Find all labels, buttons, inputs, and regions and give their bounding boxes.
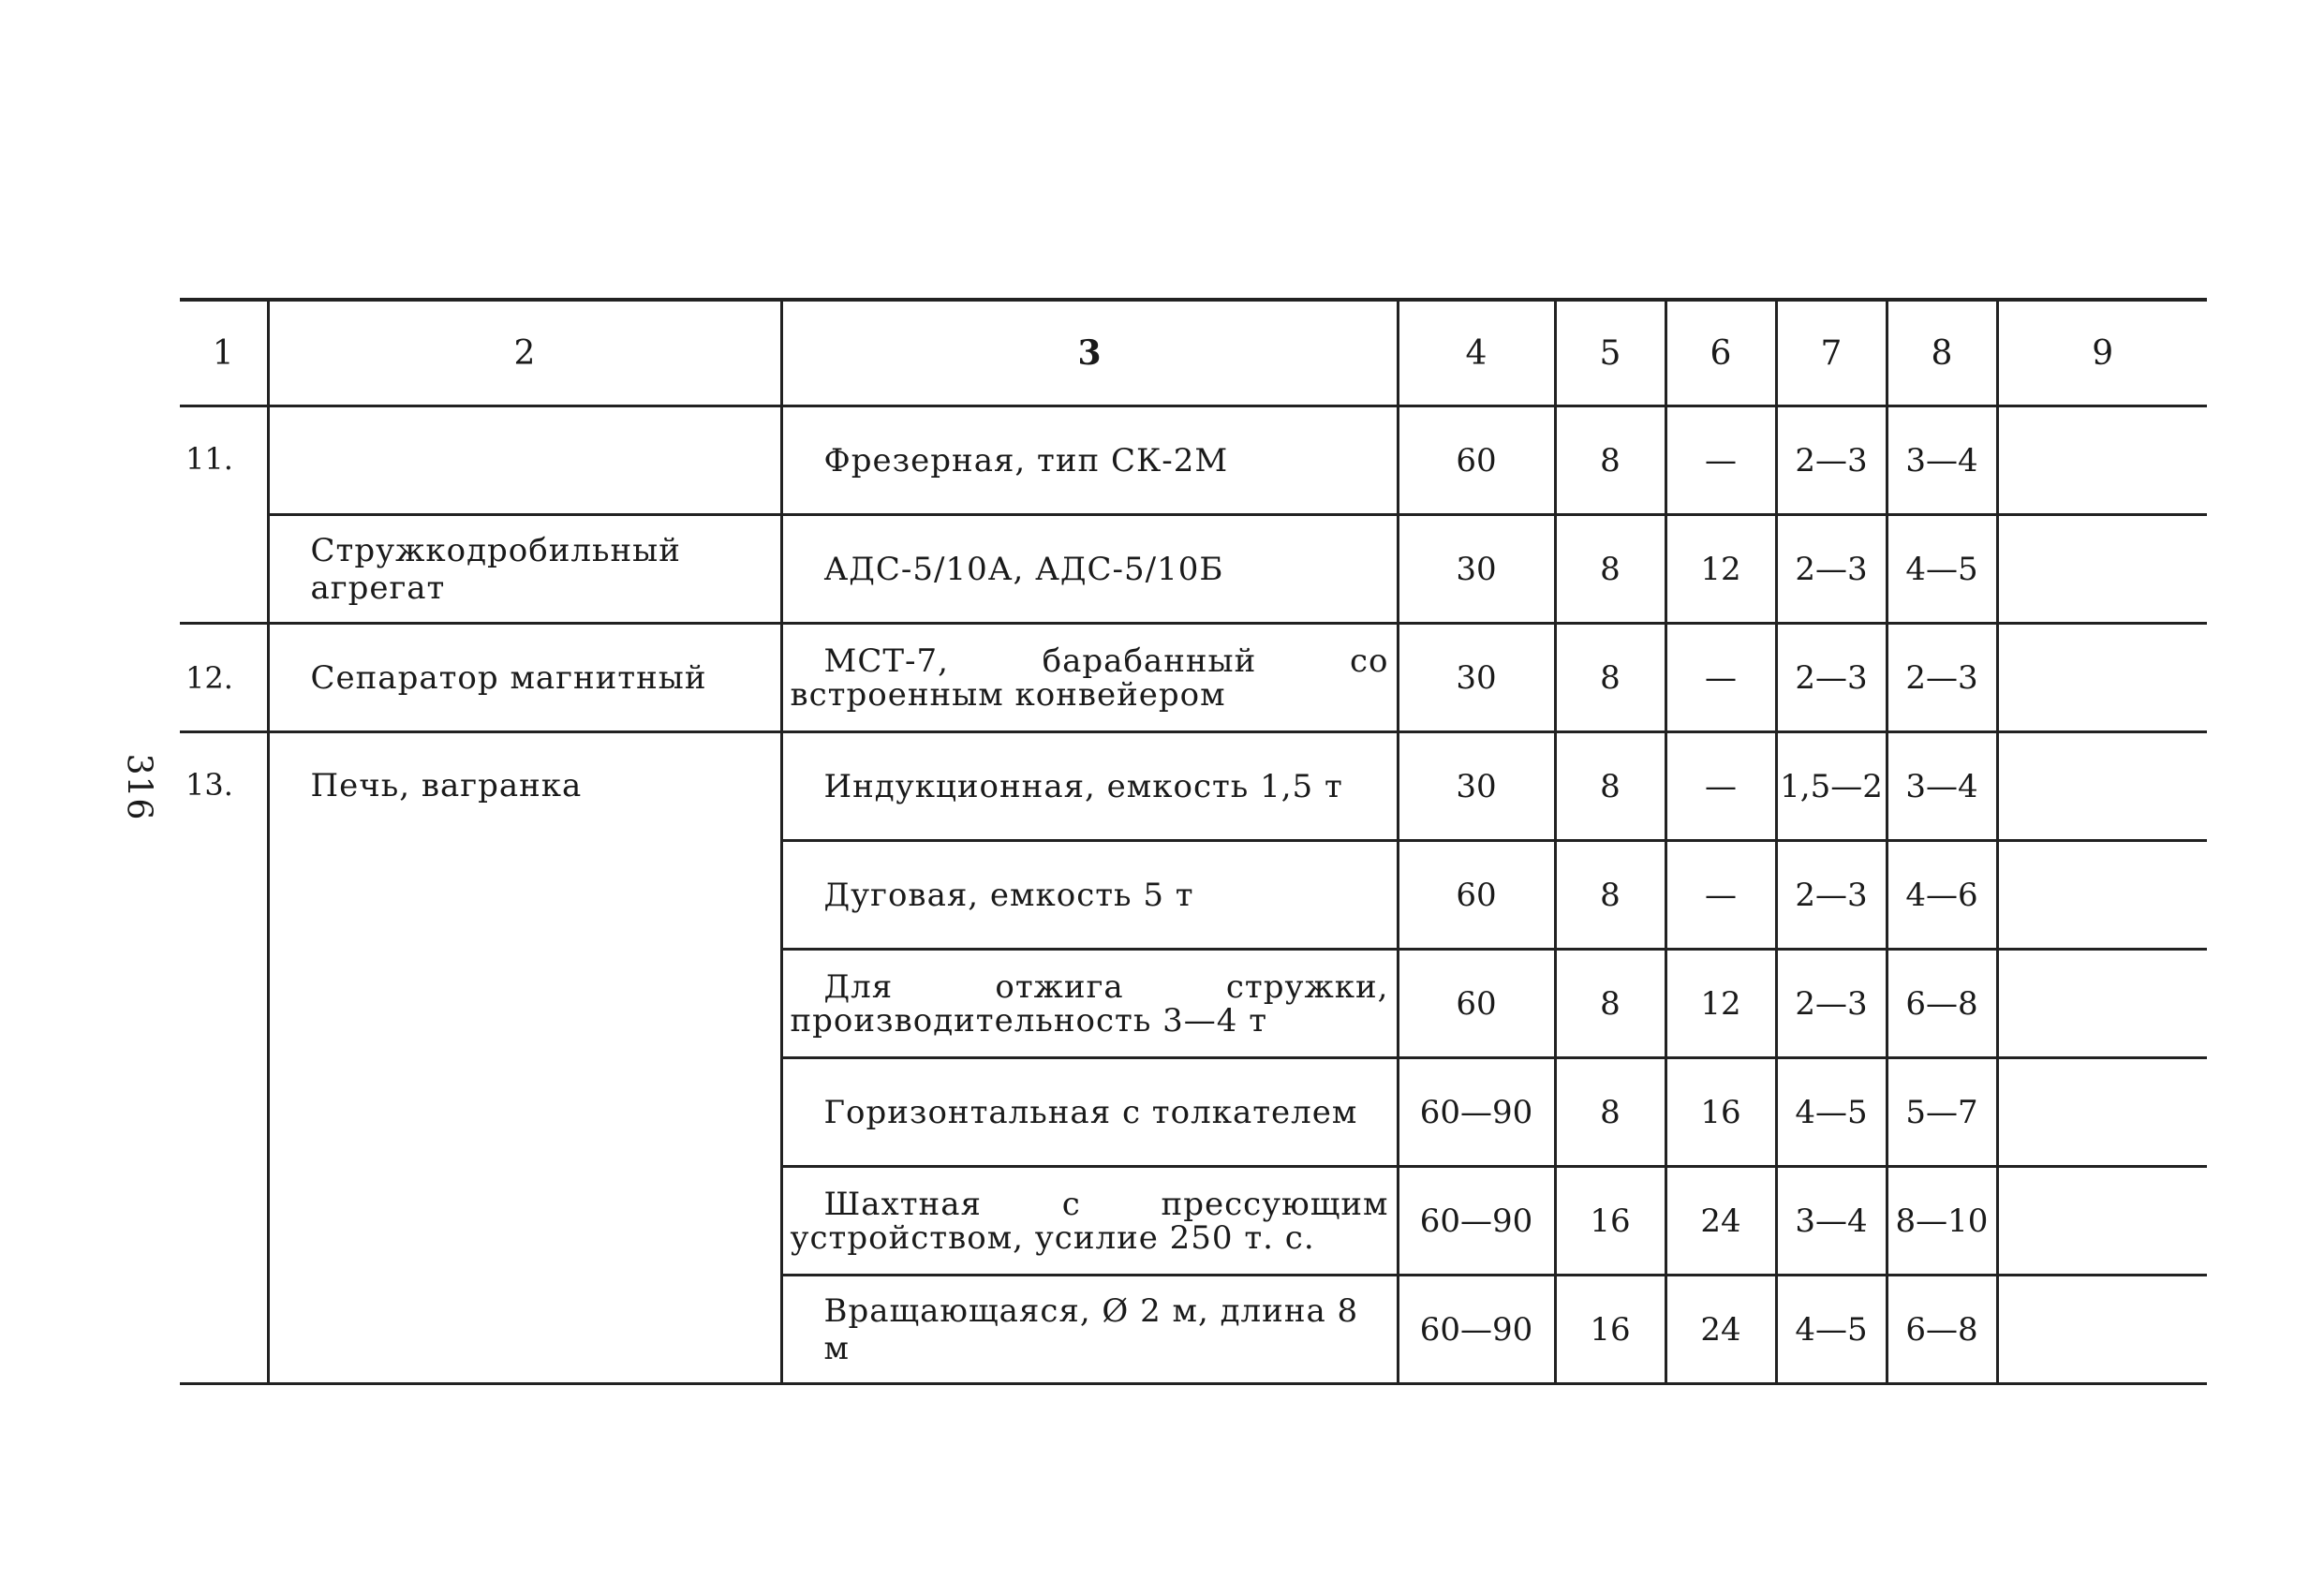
cell-col5: 8 bbox=[1555, 624, 1665, 732]
cell-col5: 16 bbox=[1555, 1167, 1665, 1276]
cell-col5: 8 bbox=[1555, 841, 1665, 950]
equipment-type: МСТ-7, барабанный со встроенным конвейером bbox=[781, 624, 1398, 732]
cell-col8: 5—7 bbox=[1887, 1058, 1997, 1167]
cell-col5: 8 bbox=[1555, 515, 1665, 624]
cell-col7: 4—5 bbox=[1776, 1276, 1887, 1384]
column-header-6: 6 bbox=[1665, 300, 1776, 406]
cell-col5: 8 bbox=[1555, 732, 1665, 841]
column-header-2: 2 bbox=[268, 300, 781, 406]
cell-col6: 16 bbox=[1665, 1058, 1776, 1167]
cell-col8: 6—8 bbox=[1887, 1276, 1997, 1384]
column-header-8: 8 bbox=[1887, 300, 1997, 406]
equipment-name: Стружкодробильный агрегат bbox=[268, 515, 781, 624]
equipment-type: Горизонтальная с толкателем bbox=[781, 1058, 1398, 1167]
cell-col7: 2—3 bbox=[1776, 624, 1887, 732]
cell-col9 bbox=[1997, 732, 2207, 841]
cell-col4: 30 bbox=[1398, 515, 1555, 624]
cell-col8: 4—6 bbox=[1887, 841, 1997, 950]
table-row bbox=[180, 624, 2207, 732]
cell-col5: 16 bbox=[1555, 1276, 1665, 1384]
cell-col6: — bbox=[1665, 841, 1776, 950]
cell-col7: 2—3 bbox=[1776, 841, 1887, 950]
cell-col8: 8—10 bbox=[1887, 1167, 1997, 1276]
column-header-4: 4 bbox=[1398, 300, 1555, 406]
cell-col4: 30 bbox=[1398, 732, 1555, 841]
equipment-type: Индукционная, емкость 1,5 т bbox=[781, 732, 1398, 841]
cell-col8: 3—4 bbox=[1887, 406, 1997, 515]
cell-col6: — bbox=[1665, 624, 1776, 732]
cell-col4: 60—90 bbox=[1398, 1167, 1555, 1276]
header-row bbox=[180, 300, 2207, 406]
cell-col9 bbox=[1997, 950, 2207, 1058]
cell-col7: 1,5—2 bbox=[1776, 732, 1887, 841]
page-number: 316 bbox=[119, 753, 158, 821]
cell-col6: 24 bbox=[1665, 1276, 1776, 1384]
cell-col9 bbox=[1997, 406, 2207, 515]
cell-col5: 8 bbox=[1555, 406, 1665, 515]
cell-col7: 2—3 bbox=[1776, 950, 1887, 1058]
cell-col5: 8 bbox=[1555, 1058, 1665, 1167]
cell-col8: 3—4 bbox=[1887, 732, 1997, 841]
table-row bbox=[180, 732, 2207, 841]
cell-col4: 60—90 bbox=[1398, 1276, 1555, 1384]
cell-col9 bbox=[1997, 1276, 2207, 1384]
cell-col4: 60 bbox=[1398, 406, 1555, 515]
table-row bbox=[180, 406, 2207, 515]
column-header-5: 5 bbox=[1555, 300, 1665, 406]
cell-col9 bbox=[1997, 515, 2207, 624]
cell-col6: 24 bbox=[1665, 1167, 1776, 1276]
cell-col4: 60 bbox=[1398, 950, 1555, 1058]
cell-col4: 60 bbox=[1398, 841, 1555, 950]
row-number: 11. bbox=[180, 406, 268, 624]
equipment-type: Шахтная с прессующим устройством, усилие 250 т. с. bbox=[781, 1167, 1398, 1276]
cell-col6: 12 bbox=[1665, 950, 1776, 1058]
cell-col8: 4—5 bbox=[1887, 515, 1997, 624]
cell-col5: 8 bbox=[1555, 950, 1665, 1058]
column-header-7: 7 bbox=[1776, 300, 1887, 406]
table-row bbox=[180, 515, 2207, 624]
equipment-table bbox=[180, 298, 2207, 1385]
row-number: 13. bbox=[180, 732, 268, 1384]
equipment-name: Печь, вагранка bbox=[268, 732, 781, 1384]
column-header-1: 1 bbox=[180, 300, 268, 406]
equipment-type: Для отжига стружки, производительность 3—4 т bbox=[781, 950, 1398, 1058]
cell-col6: — bbox=[1665, 406, 1776, 515]
equipment-type: Фрезерная, тип СК-2М bbox=[781, 406, 1398, 515]
cell-col7: 2—3 bbox=[1776, 515, 1887, 624]
row-number: 12. bbox=[180, 624, 268, 732]
cell-col6: 12 bbox=[1665, 515, 1776, 624]
cell-col4: 60—90 bbox=[1398, 1058, 1555, 1167]
cell-col4: 30 bbox=[1398, 624, 1555, 732]
cell-col6: — bbox=[1665, 732, 1776, 841]
cell-col9 bbox=[1997, 624, 2207, 732]
equipment-type: АДС-5/10А, АДС-5/10Б bbox=[781, 515, 1398, 624]
cell-col9 bbox=[1997, 1058, 2207, 1167]
cell-col9 bbox=[1997, 841, 2207, 950]
cell-col8: 2—3 bbox=[1887, 624, 1997, 732]
equipment-name: Сепаратор магнитный bbox=[268, 624, 781, 732]
cell-col9 bbox=[1997, 1167, 2207, 1276]
column-header-9: 9 bbox=[1997, 300, 2207, 406]
cell-col7: 2—3 bbox=[1776, 406, 1887, 515]
column-header-3: 3 bbox=[781, 300, 1398, 406]
cell-col7: 4—5 bbox=[1776, 1058, 1887, 1167]
empty-name-cell bbox=[268, 406, 781, 515]
equipment-type: Вращающаяся, Ø 2 м, длина 8 м bbox=[781, 1276, 1398, 1384]
cell-col7: 3—4 bbox=[1776, 1167, 1887, 1276]
equipment-type: Дуговая, емкость 5 т bbox=[781, 841, 1398, 950]
cell-col8: 6—8 bbox=[1887, 950, 1997, 1058]
